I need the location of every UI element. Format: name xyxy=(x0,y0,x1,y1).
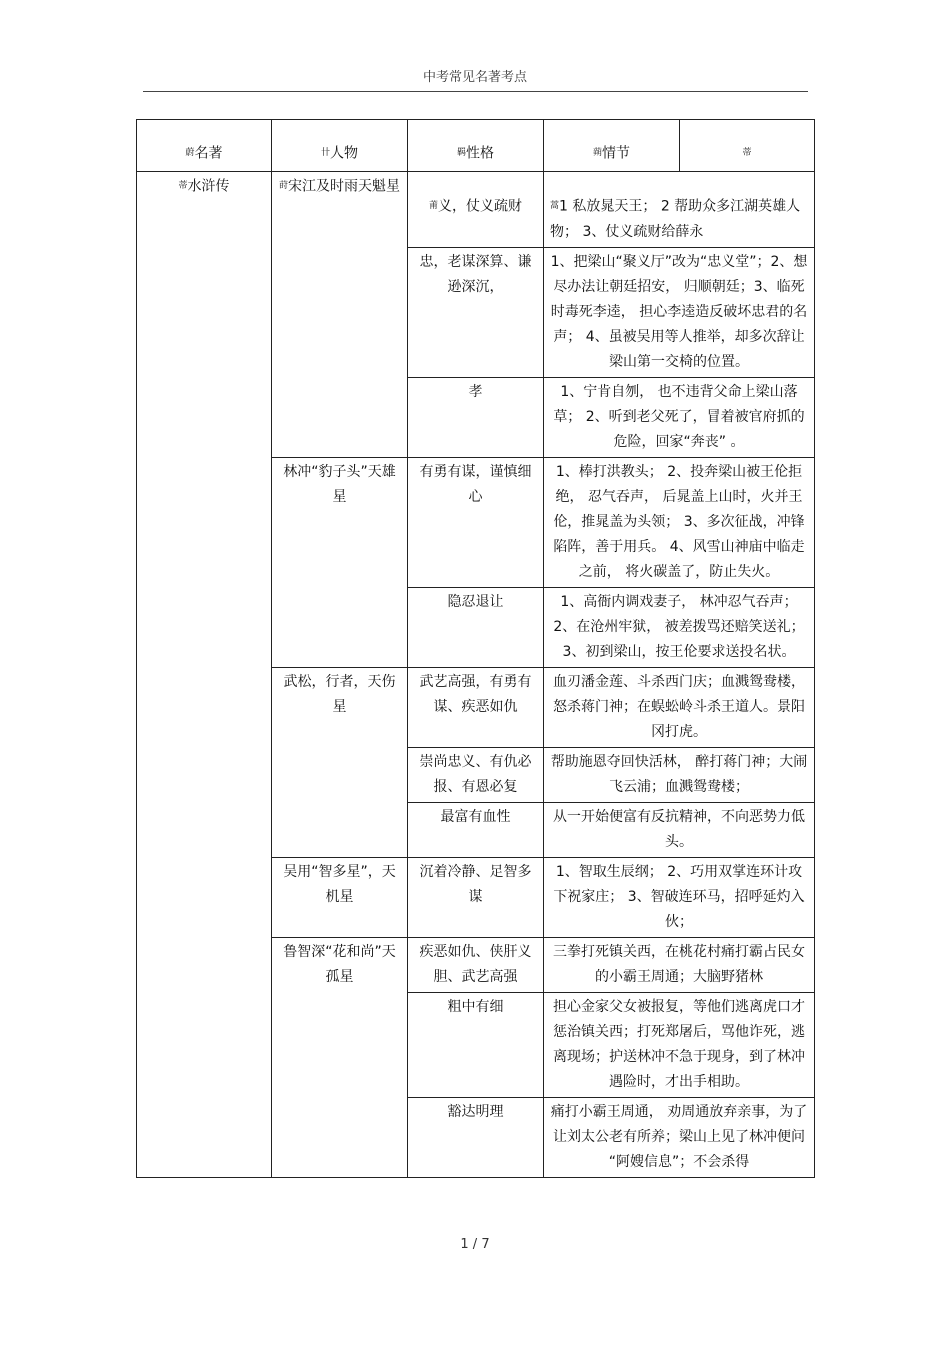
plot-cell: 蒿1 私放晁天王； 2 帮助众多江湖英雄人物； 3、仗义疏财给薛永 xyxy=(544,172,815,248)
plot-cell: 1、宁肯自刎， 也不违背父命上梁山落草； 2、听到老父死了，冒着被官府抓的危险，回家“奔丧” 。 xyxy=(544,377,815,457)
table-header-row xyxy=(137,120,815,172)
trait-cell: 沉着冷静、足智多谋 xyxy=(408,857,544,937)
trait-cell: 粗中有细 xyxy=(408,992,544,1097)
trait-cell: 武艺高强，有勇有谋、疾恶如仇 xyxy=(408,667,544,747)
trait-cell: 隐忍退让 xyxy=(408,587,544,667)
plot-cell: 血刃潘金莲、斗杀西门庆；血溅鸳鸯楼，怒杀蒋门神；在蜈蚣岭斗杀王道人。景阳冈打虎。 xyxy=(544,667,815,747)
plot-cell: 1、把梁山“聚义厅”改为“忠义堂”；2、想尽办法让朝廷招安， 归顺朝廷；3、临死时毒死李逵， 担心李逵造反破坏忠君的名声； 4、虽被吴用等人推举，却多次辞让梁山第一交椅的位置。 xyxy=(544,247,815,377)
character-cell: 莳宋江及时雨天魁星 xyxy=(272,172,408,458)
trait-cell: 忠，老谋深算、谦逊深沉， xyxy=(408,247,544,377)
plot-cell: 从一开始便富有反抗精神，不向恶势力低头。 xyxy=(544,802,815,857)
trait-cell: 豁达明理 xyxy=(408,1097,544,1177)
plot-cell: 担心金家父女被报复，等他们逃离虎口才惩治镇关西；打死郑屠后，骂他诈死，逃离现场；护送林冲不急于现身，到了林冲遇险时，才出手相助。 xyxy=(544,992,815,1097)
header-personality: 羁性格 xyxy=(408,120,544,172)
book-title: 水浒传 xyxy=(187,178,230,195)
plot-cell: 三拳打死镇关西，在桃花村痛打霸占民女的小霸王周通；大脑野猪林 xyxy=(544,937,815,992)
plot-cell: 1、棒打洪教头； 2、投奔梁山被王伦拒绝， 忍气吞声， 后晁盖上山时，火并王伦，推晁盖为头领； 3、多次征战，冲锋陷阵，善于用兵。 4、风雪山神庙中临走之前， 将火碳盖了，防止失火。 xyxy=(544,457,815,587)
plot-cell: 1、智取生辰纲； 2、巧用双掌连环计攻下祝家庄； 3、智破连环马，招呼延灼入伙； xyxy=(544,857,815,937)
character-cell: 鲁智深“花和尚”天孤星 xyxy=(272,937,408,1177)
header-extra: 蒂 xyxy=(680,120,815,172)
header-book: 蔚名著 xyxy=(137,120,272,172)
character-cell: 武松，行者，天伤星 xyxy=(272,667,408,857)
trait-cell: 有勇有谋，谨慎细心 xyxy=(408,457,544,587)
header-divider xyxy=(143,91,808,92)
book-cell: 蒂水浒传 xyxy=(137,172,272,1178)
plot-cell: 1、高衙内调戏妻子， 林冲忍气吞声；2、在沧州牢狱， 被差拨骂还赔笑送礼； 3、初到梁山，按王伦要求送投名状。 xyxy=(544,587,815,667)
plot-cell: 痛打小霸王周通， 劝周通放弃亲事，为了让刘太公老有所养；梁山上见了林冲便问 “阿嫂信息”；不会杀得 xyxy=(544,1097,815,1177)
trait-cell: 最富有血性 xyxy=(408,802,544,857)
trait-cell: 孝 xyxy=(408,377,544,457)
character-cell: 吴用“智多星”，天机星 xyxy=(272,857,408,937)
novel-table xyxy=(136,119,815,1178)
trait-cell: 疾恶如仇、侠肝义胆、武艺高强 xyxy=(408,937,544,992)
character-cell: 林冲“豹子头”天雄星 xyxy=(272,457,408,667)
page-header-title: 中考常见名著考点 xyxy=(422,70,527,85)
plot-cell: 帮助施恩夺回快活林， 醉打蒋门神；大闹飞云浦；血溅鸳鸯楼； xyxy=(544,747,815,802)
header-character: 卄人物 xyxy=(272,120,408,172)
table-row xyxy=(137,172,815,248)
trait-cell: 崇尚忠义、有仇必报、有恩必复 xyxy=(408,747,544,802)
trait-cell: 莆义，仗义疏财 xyxy=(408,172,544,248)
header-plot: 蒴情节 xyxy=(544,120,680,172)
page-number: 1 / 7 xyxy=(460,1237,490,1252)
